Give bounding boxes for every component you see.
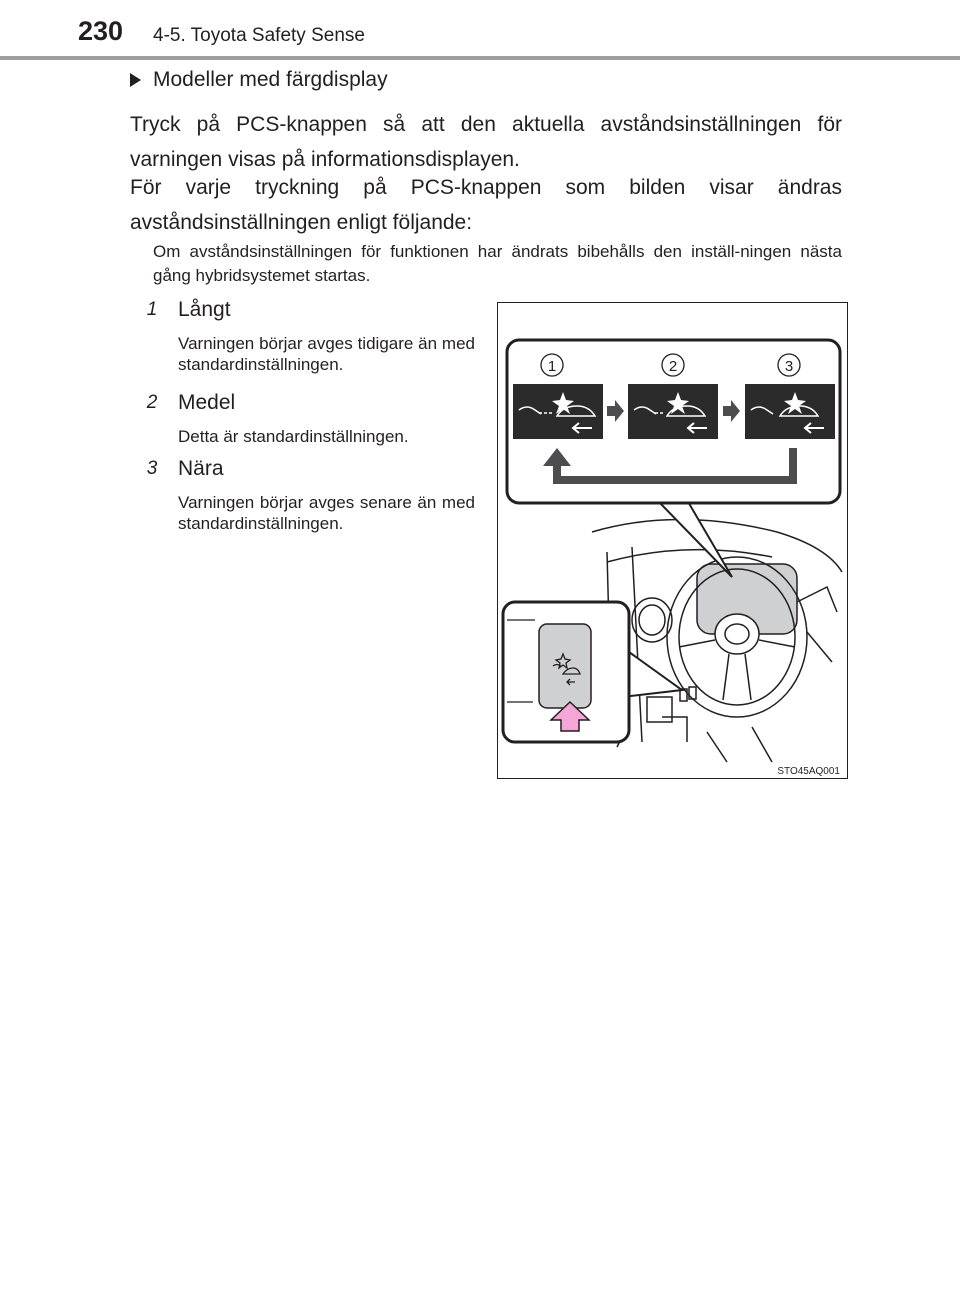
callout-label-2: 2 <box>668 358 678 375</box>
setting-screen-near <box>745 384 835 439</box>
item-title: Nära <box>178 457 224 480</box>
list-item-near <box>140 456 475 534</box>
callout-label-3: 3 <box>784 358 794 375</box>
item-description: Varningen börjar avges senare än med standardinställningen. <box>178 493 475 533</box>
note-text: Om avståndsinställningen för funktionen har ändrats bibehålls den inställ-ningen nästa gång hybridsystemet startas. <box>153 242 842 285</box>
page-number: 230 <box>78 16 124 46</box>
item-number: 3 <box>146 458 158 479</box>
list-item-medium <box>140 390 475 447</box>
pcs-illustration <box>497 302 848 779</box>
header-divider <box>0 56 960 60</box>
image-code: STO45AQ001 <box>777 766 840 777</box>
triangle-bullet-icon <box>130 73 141 87</box>
item-number: 2 <box>146 392 158 413</box>
list-item-long <box>140 297 475 375</box>
section-title: 4-5. Toyota Safety Sense <box>153 25 365 46</box>
item-title: Långt <box>178 298 231 321</box>
setting-screen-long <box>513 384 603 439</box>
paragraph-setting-changes: För varje tryckning på PCS-knappen som bilden visar ändras avståndsinställningen enligt följande: <box>130 176 842 234</box>
paragraph-press-button: Tryck på PCS-knappen så att den aktuella avståndsinställningen för varningen visas på informationsdisplayen. <box>130 113 842 171</box>
setting-screen-medium <box>628 384 718 439</box>
item-number: 1 <box>146 299 158 320</box>
item-title: Medel <box>178 391 236 414</box>
subheading <box>130 68 388 92</box>
item-description: Detta är standardinställningen. <box>178 427 409 446</box>
item-description: Varningen börjar avges tidigare än med standardinställningen. <box>178 334 475 374</box>
callout-label-1: 1 <box>547 358 557 375</box>
subheading-text: Modeller med färgdisplay <box>153 68 388 91</box>
page-header <box>0 0 960 64</box>
